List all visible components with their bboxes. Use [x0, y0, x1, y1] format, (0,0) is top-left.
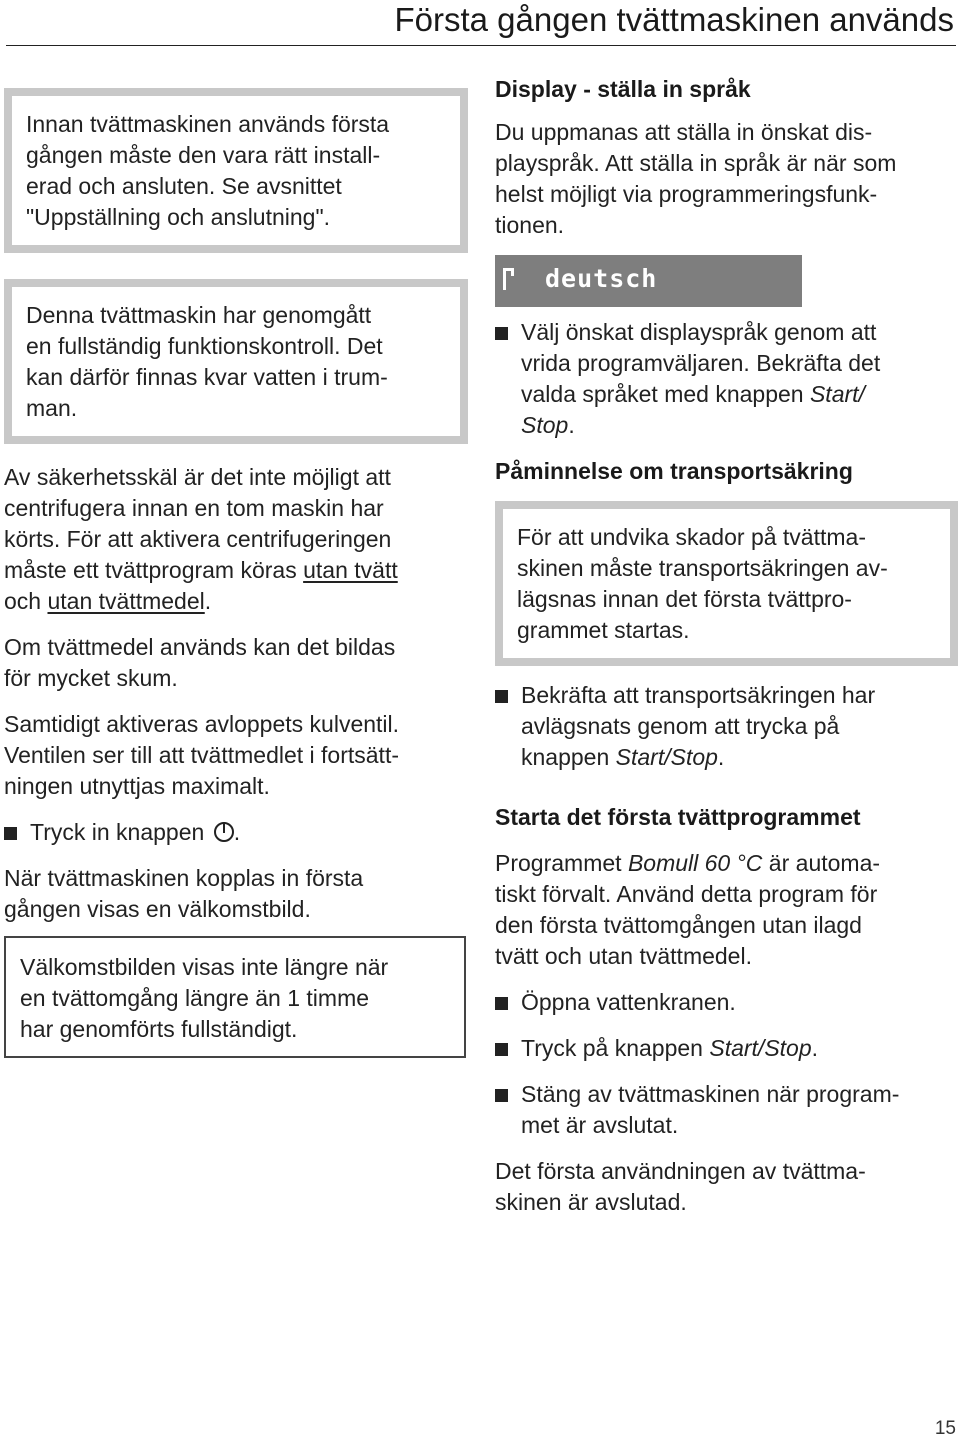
- header-divider: [6, 45, 956, 46]
- box-line: "Uppställning och anslutning".: [26, 204, 331, 230]
- box-line: en fullständig funktionskontroll. Det: [26, 333, 383, 359]
- welcome-note-box: [4, 936, 466, 1058]
- text-line: måste ett tvättprogram köras utan tvätt: [4, 557, 398, 583]
- section-heading-first-program: Starta det första tvättprogrammet: [495, 804, 861, 830]
- text-line: vrida programväljaren. Bekräfta det: [521, 350, 881, 376]
- welcome-paragraph: [4, 863, 466, 925]
- closing-paragraph: [495, 1156, 955, 1218]
- text-line: körts. För att aktivera centrifugeringen: [4, 526, 392, 552]
- flag-icon: [501, 266, 517, 292]
- text-line: Bekräfta att transportsäkringen har: [521, 682, 876, 708]
- text-line: valda språket med knappen Start/: [521, 381, 865, 407]
- text-line: knappen Start/Stop.: [521, 744, 725, 770]
- text-line: ningen utnyttjas maximalt.: [4, 773, 270, 799]
- display-language-paragraph: [495, 117, 955, 241]
- text-line: centrifugera innan en tom maskin har: [4, 495, 384, 521]
- text-line: playspråk. Att ställa in språk är när som: [495, 150, 897, 176]
- underlined-text: utan tvättmedel: [47, 588, 205, 614]
- power-icon: [214, 822, 234, 842]
- bullet-square-icon: [4, 827, 17, 840]
- bullet-press-power: Tryck in knappen .: [4, 817, 466, 848]
- text-line: När tvättmaskinen kopplas in första: [4, 865, 364, 891]
- display-screen: [495, 255, 802, 307]
- bullet-square-icon: [495, 1089, 508, 1102]
- box-line: man.: [26, 395, 78, 421]
- function-check-note-box: [4, 279, 468, 444]
- text-line: och utan tvättmedel.: [4, 588, 212, 614]
- installation-note-box: [4, 88, 468, 253]
- text-line: met är avslutat.: [521, 1112, 679, 1138]
- box-line: en tvättomgång längre än 1 timme: [20, 985, 370, 1011]
- bullet-square-icon: [495, 690, 508, 703]
- first-program-paragraph: [495, 848, 955, 972]
- section-heading-display-language: Display - ställa in språk: [495, 76, 751, 102]
- box-line: För att undvika skador på tvättma-: [517, 524, 866, 550]
- box-line: lägsnas innan det första tvättpro-: [517, 586, 852, 612]
- text-line: tiskt förvalt. Använd detta program för: [495, 881, 878, 907]
- text-line: Stäng av tvättmaskinen när program-: [521, 1081, 900, 1107]
- text-line: Ventilen ser till att tvättmedlet i fortsätt-: [4, 742, 399, 768]
- box-line: gången måste den vara rätt install-: [26, 142, 381, 168]
- text-line: Om tvättmedel används kan det bildas: [4, 634, 396, 660]
- bullet-square-icon: [495, 997, 508, 1010]
- box-line: Denna tvättmaskin har genomgått: [26, 302, 372, 328]
- bullet-press-start: Tryck på knappen Start/Stop.: [495, 1033, 955, 1064]
- text-line: Du uppmanas att ställa in önskat dis-: [495, 119, 873, 145]
- text-line: Samtidigt aktiveras avloppets kulventil.: [4, 711, 400, 737]
- safety-paragraph: [4, 462, 466, 617]
- text-line: skinen är avslutad.: [495, 1189, 687, 1215]
- bullet-square-icon: [495, 1043, 508, 1056]
- text-line: tionen.: [495, 212, 565, 238]
- bullet-select-language: [495, 317, 955, 441]
- bullet-open-tap: Öppna vattenkranen.: [495, 987, 955, 1018]
- text-line: Det första användningen av tvättma-: [495, 1158, 866, 1184]
- text-line: Programmet Bomull 60 °C är automa-: [495, 850, 881, 876]
- box-line: Innan tvättmaskinen används första: [26, 111, 390, 137]
- right-column: [495, 74, 955, 1218]
- page-number: 15: [934, 1418, 956, 1439]
- bullet-confirm-transport: [495, 680, 955, 773]
- text-line: tvätt och utan tvättmedel.: [495, 943, 752, 969]
- text-line: helst möjligt via programmeringsfunk-: [495, 181, 878, 207]
- left-column: [4, 88, 466, 1058]
- underlined-text: utan tvätt: [303, 557, 398, 583]
- valve-paragraph: [4, 709, 466, 802]
- text-line: Välj önskat displayspråk genom att: [521, 319, 877, 345]
- page-title: Första gången tvättmaskinen används: [394, 1, 954, 38]
- box-line: har genomförts fullständigt.: [20, 1016, 298, 1042]
- section-heading-transport-lock: Påminnelse om transportsäkring: [495, 458, 853, 484]
- box-line: skinen måste transportsäkringen av-: [517, 555, 888, 581]
- bullet-turn-off: [495, 1079, 955, 1141]
- text-line: Stop.: [521, 412, 575, 438]
- foam-paragraph: [4, 632, 466, 694]
- display-language-text: deutsch: [545, 264, 658, 293]
- box-line: erad och ansluten. Se avsnittet: [26, 173, 342, 199]
- box-line: Välkomstbilden visas inte längre när: [20, 954, 389, 980]
- box-line: grammet startas.: [517, 617, 690, 643]
- box-line: kan därför finnas kvar vatten i trum-: [26, 364, 388, 390]
- text-line: gången visas en välkomstbild.: [4, 896, 311, 922]
- bullet-square-icon: [495, 327, 508, 340]
- text-line: den första tvättomgången utan ilagd: [495, 912, 862, 938]
- text-line: avlägsnats genom att trycka på: [521, 713, 840, 739]
- transport-lock-note-box: [495, 501, 958, 666]
- text-line: Av säkerhetsskäl är det inte möjligt att: [4, 464, 391, 490]
- text-line: för mycket skum.: [4, 665, 178, 691]
